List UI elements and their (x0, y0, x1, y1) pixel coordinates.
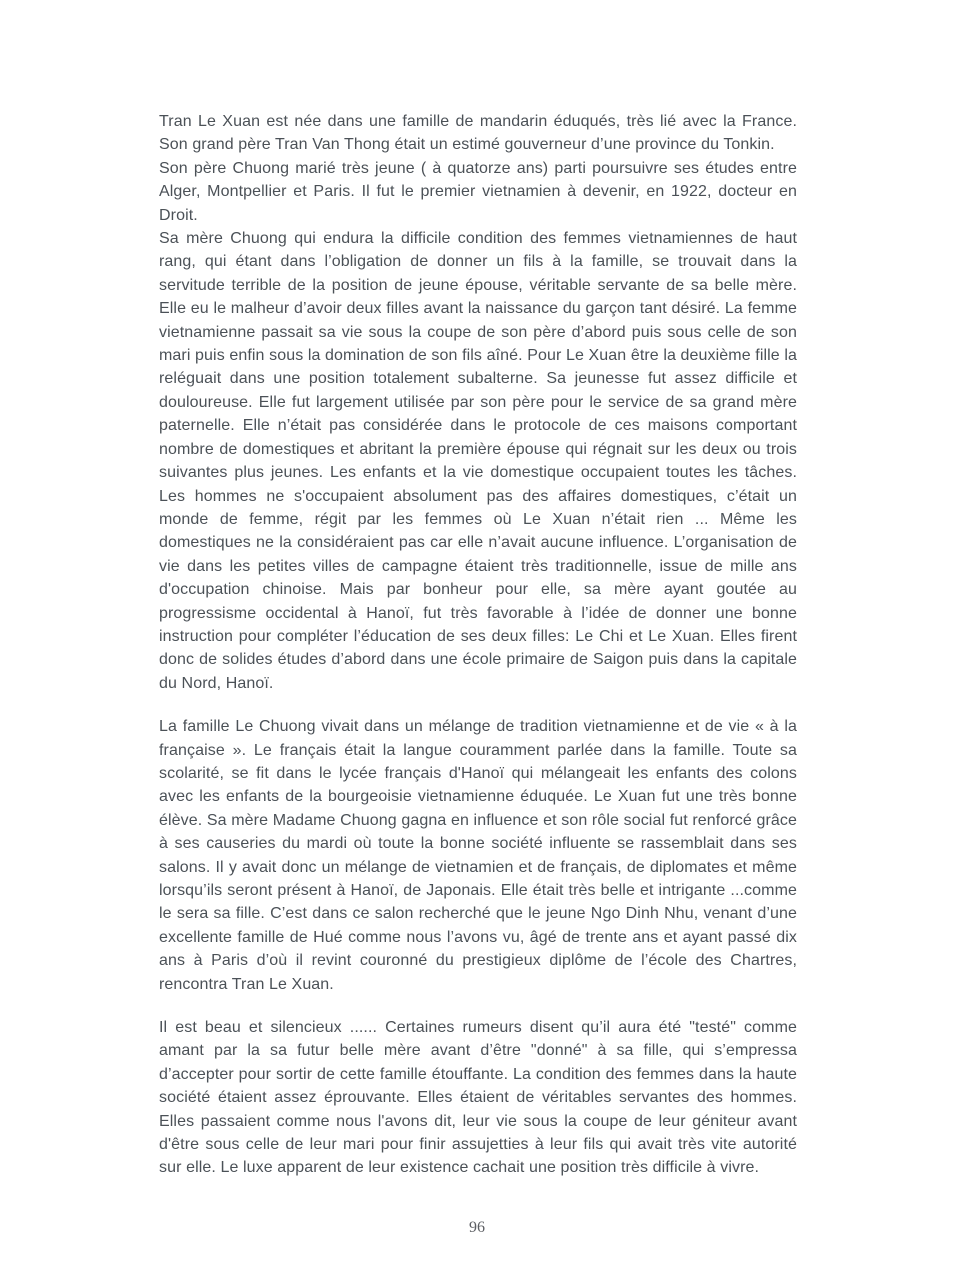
paragraph-nhu-rumors: Il est beau et silencieux ...... Certaines rumeurs disent qu’il aura été "testé" comme amant par la sa futur belle mère avant d’être "donné" à sa fille, qui s’empressa d’accepter pour sortir de cette famille étouffante. La condition des femmes dans la haute société étaient assez éprouvante. Elles étaient de véritables servantes des hommes. Elles passaient comme nous l'avons dit, leur vie sous la coupe de leur géniteur avant d'être sous celle de leur mari pour finir assujetties à leur fils qui avait très vite autorité sur elle. Le luxe apparent de leur existence cachait une position très difficile à vivre. (159, 1019, 797, 1177)
paragraph-father-chuong: Son père Chuong marié très jeune ( à quatorze ans) parti poursuivre ses études entre Alger, Montpellier et Paris. Il fut le premier vietnamien à devenir, en 1922, docteur en Droit. (159, 159, 797, 224)
paragraph-mother-condition: Sa mère Chuong qui endura la difficile condition des femmes vietnamiennes de haut rang, qui étant dans l’obligation de donner un fils à la famille, se trouvait dans la servitude terrible de la position de jeune épouse, véritable servante de sa belle mère. Elle eu le malheur d’avoir deux filles avant la naissance du garçon tant désiré. La femme vietnamienne passait sa vie sous la coupe de son père d’abord puis sous celle de son mari puis enfin sous la domination de son fils aîné. Pour Le Xuan être la deuxième fille la reléguait dans une position totalement subalterne. Sa jeunesse fut assez difficile et douloureuse. Elle fut largement utilisée par son père pour le service de sa grand mère paternelle. Elle n’était pas considérée dans le protocole de ces maisons comportant nombre de domestiques et abritant la première épouse qui régnait sur les deux ou trois suivantes plus jeunes. Les enfants et la vie domestique occupaient toutes les tâches. Les hommes ne s'occupaient absolument pas des affaires domestiques, c’était un monde de femme, régit par les femmes où Le Xuan n’était rien ... Même les domestiques ne la considéraient pas car elle n’avait aucune influence. L’organisation de vie dans les petites villes de campagne étaient très traditionnelle, issue de mille ans d'occupation chinoise. Mais par bonheur pour elle, sa mère ayant goutée au progressisme occidental à Hanoï, fut très favorable à l’idée de donner une bonne instruction pour compléter l’éducation de ses deux filles: Le Chi et Le Xuan. Elles firent donc de solides études d’abord dans une école primaire de Saigon puis dans la capitale du Nord, Hanoï. (159, 230, 797, 692)
page-number: 96 (469, 1219, 485, 1236)
paragraph-intro-family: Tran Le Xuan est née dans une famille de mandarin éduqués, très lié avec la France. Son grand père Tran Van Thong était un estimé gouverneur d’une province du Tonkin. (159, 113, 797, 154)
paragraph-family-life: La famille Le Chuong vivait dans un mélange de tradition vietnamienne et de vie « à la française ». Le français était la langue couramment parlée dans la famille. Toute sa scolarité, se fit dans le lycée français d'Hanoï qui mélangeait les enfants des colons avec les enfants de la bourgeoisie vietnamienne éduquée. Le Xuan fut une très bonne élève. Sa mère Madame Chuong gagna en influence et son rôle social fut renforcé grâce à ses causeries du mardi où toute la bonne société influente se rassemblait dans ses salons. Il y avait donc un mélange de vietnamien et de français, de diplomates et même lorsqu’ils seront présent à Hanoï, de Japonais. Elle était très belle et intrigante ...comme le sera sa fille. C’est dans ce salon recherché que le jeune Ngo Dinh Nhu, venant d’une excellente famille de Hué comme nous l’avons vu, âgé de trente ans et ayant passé dix ans à Paris d’où il revint couronné du prestigieux diplôme de l’école des Chartres, rencontra Tran Le Xuan. (159, 718, 797, 993)
text-block (159, 110, 797, 1180)
